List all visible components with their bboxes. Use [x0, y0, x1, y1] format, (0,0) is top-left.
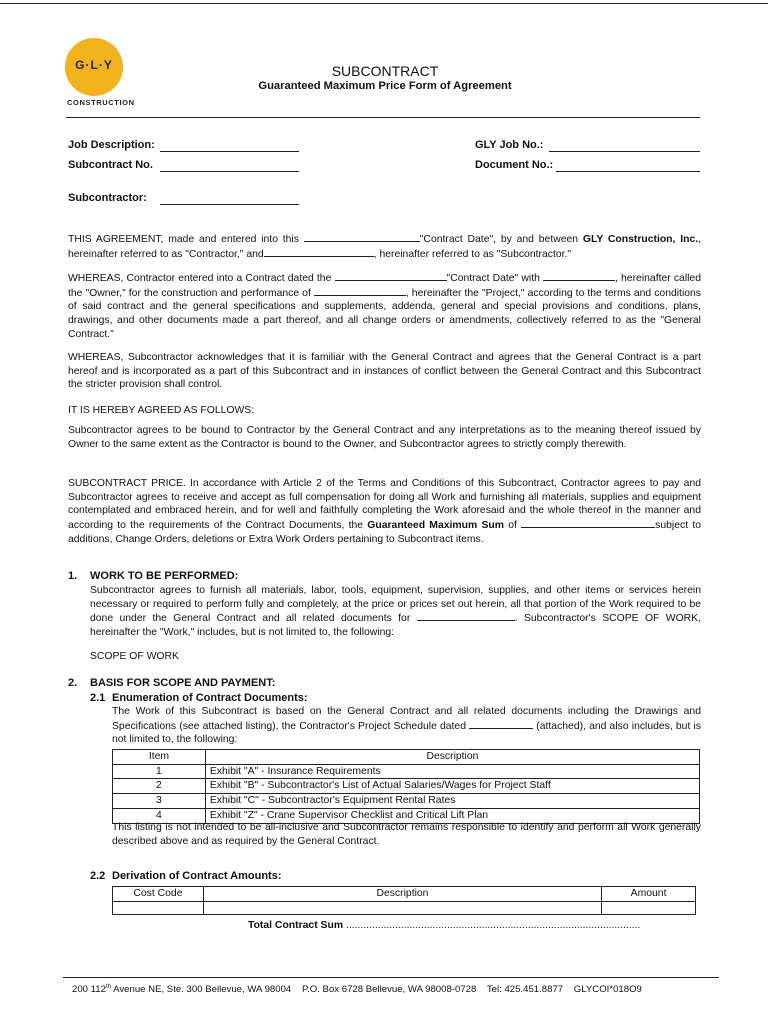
- whereas-contract-paragraph: [68, 271, 701, 342]
- agreement-text-5: , hereinafter referred to as "Subcontractor.": [373, 248, 572, 260]
- gly-job-no-label: GLY Job No.:: [475, 139, 544, 151]
- section-2-1-number: 2.1: [90, 692, 106, 704]
- work-description-blank[interactable]: [417, 611, 515, 621]
- item-number: 1: [113, 764, 206, 779]
- general-contract-date-blank[interactable]: [335, 271, 447, 281]
- table-row: [113, 794, 700, 809]
- whereas1-text-1: WHEREAS, Contractor entered into a Contract dated the: [68, 273, 332, 284]
- section-1-number: 1.: [68, 570, 78, 582]
- owner-name-blank[interactable]: [543, 271, 615, 281]
- footer-street-rest: Avenue NE, Ste. 300 Bellevue, WA 98004: [110, 984, 292, 996]
- column-header: Description: [203, 887, 601, 902]
- guaranteed-maximum-sum: Guaranteed Maximum Sum: [367, 520, 504, 532]
- top-rule: [0, 3, 768, 4]
- section-2-1-title: Enumeration of Contract Documents:: [112, 692, 308, 704]
- gly-job-no-field[interactable]: [549, 151, 700, 152]
- footer-street-suffix: th: [105, 984, 111, 990]
- item-number: 4: [113, 808, 206, 823]
- price-text-1: SUBCONTRACT PRICE. In accordance with Article 2 of the Terms and Conditions of this Subcontract, Contractor agrees to pay and Subcontractor agrees to receive and accept as full compensation for doing all Work and furnishing all materials, supplies and equipment contemplated and embraced herein, and for well and faithfully completing the Work aforesaid and the whole thereof in the manner and according to the requirements of the Contract Documents, the: [68, 478, 701, 532]
- agreement-text-1: THIS AGREEMENT, made and entered into this: [68, 234, 299, 245]
- column-header: Item: [113, 750, 206, 765]
- section-2-1-note: This listing is not intended to be all-inclusive and Subcontractor remains responsible to identify and perform all Work generally described above and as required by the General Contract.: [112, 822, 701, 847]
- schedule-date-blank[interactable]: [469, 719, 533, 729]
- section-1-heading: WORK TO BE PERFORMED:: [90, 570, 239, 582]
- column-header: Amount: [602, 887, 696, 902]
- company-name: GLY Construction, Inc.: [582, 234, 699, 245]
- footer-rule: [63, 977, 719, 978]
- section-2-1-paragraph: [112, 705, 701, 747]
- whereas1-text-2: "Contract Date" with: [446, 273, 540, 284]
- agreement-text-4: , hereinafter referred to as "Contractor," and: [68, 234, 702, 260]
- subcontractor-label: Subcontractor:: [68, 192, 147, 204]
- section-2-2-number: 2.2: [90, 870, 106, 882]
- table-header-row: [113, 750, 700, 765]
- item-description: Exhibit "A" - Insurance Requirements: [205, 764, 699, 779]
- footer-street-prefix: 200 112: [72, 984, 106, 996]
- contract-date-blank[interactable]: [304, 232, 420, 242]
- subcontract-no-label: Subcontract No.: [68, 159, 153, 171]
- table-row: [113, 901, 696, 914]
- agreement-text-2: "Contract Date", by and between: [419, 234, 579, 245]
- footer-address: [72, 984, 642, 997]
- logo-initials: G·L·Y: [75, 58, 113, 72]
- document-no-field[interactable]: [556, 171, 700, 172]
- item-description: Exhibit "B" - Subcontractor's List of Actual Salaries/Wages for Project Staff: [205, 779, 699, 794]
- subcontract-no-field[interactable]: [160, 171, 299, 172]
- contract-documents-table: [112, 749, 700, 824]
- bound-paragraph: Subcontractor agrees to be bound to Contractor by the General Contract and any interpretations as to the meaning thereof issued by Owner to the same extent as the Contractor is bound to the Owner, and Subcontractor agrees to strictly comply therewith.: [68, 425, 701, 450]
- item-number: 2: [113, 779, 206, 794]
- subcontractor-name-blank[interactable]: [264, 247, 374, 257]
- s21-text-1: The Work of this Subcontract is based on the General Contract and all related documents including the Drawings and Specifications (see attached listing), the Contractor's Project Schedule dated: [112, 706, 701, 732]
- document-no-label: Document No.:: [475, 159, 554, 171]
- column-header: Cost Code: [113, 887, 204, 902]
- footer-code: GLYCOI*018O9: [573, 984, 642, 996]
- scope-of-work-label: SCOPE OF WORK: [90, 651, 179, 662]
- section1-text-1: Subcontractor agrees to furnish all materials, labor, tools, equipment, supervision, supplies, and other items or services herein necessary or required to perform fully and completely, at the price or prices set out herein, all that portion of the Work required to be done under the General Contract and all related documents for: [90, 585, 701, 625]
- total-contract-sum-leader: ......................................................................................................: [345, 920, 641, 931]
- subcontractor-field[interactable]: [160, 204, 299, 205]
- amount-cell[interactable]: [602, 901, 696, 914]
- contract-amounts-table: [112, 886, 696, 915]
- whereas1-text-3: ,: [615, 273, 618, 284]
- job-description-field[interactable]: [160, 151, 299, 152]
- logo-subtitle: CONSTRUCTION: [67, 98, 135, 107]
- footer-phone: Tel: 425.451.8877: [486, 984, 564, 996]
- section-2-2-title: Derivation of Contract Amounts:: [112, 870, 282, 882]
- s21-text-2: (attached), and also includes, but is not limited to, the following:: [112, 720, 701, 746]
- whereas1-text-5: , hereinafter the "Project," according to the terms and conditions of said contract and the general specifications and supplements, addenda, general and special provisions and conditions, plans, drawings, and other documents made a part thereof, and all change orders or amendments, collectively referred to as the "General Contract.": [68, 287, 702, 340]
- column-header: Description: [205, 750, 699, 765]
- cost-code-cell[interactable]: [113, 901, 204, 914]
- document-subtitle: Guaranteed Maximum Price Form of Agreement: [258, 80, 512, 92]
- project-name-blank[interactable]: [314, 286, 406, 296]
- section-1-paragraph: [90, 584, 701, 640]
- section-2-number: 2.: [68, 677, 78, 689]
- price-text-2: of: [508, 520, 517, 532]
- table-row: [113, 779, 700, 794]
- section-2-heading: BASIS FOR SCOPE AND PAYMENT:: [90, 677, 276, 689]
- header-rule: [66, 117, 700, 118]
- footer-po-box: P.O. Box 6728 Bellevue, WA 98008-0728: [301, 984, 477, 996]
- job-description-label: Job Description:: [68, 139, 155, 151]
- total-contract-sum-label: Total Contract Sum: [248, 920, 344, 931]
- section1-text-2: . Subcontractor's SCOPE OF WORK, hereinafter the "Work," includes, but is not limited to, the following:: [90, 613, 701, 639]
- whereas1-text-4: hereinafter called the "Owner," for the construction and performance of: [68, 273, 701, 299]
- table-row: [113, 764, 700, 779]
- subcontract-price-paragraph: [68, 477, 701, 547]
- item-description: Exhibit "C" - Subcontractor's Equipment Rental Rates: [205, 794, 699, 809]
- table-header-row: [113, 887, 696, 902]
- price-text-3: subject to additions, Change Orders, deletions or Extra Work Orders pertaining to Subcontract items.: [68, 520, 701, 545]
- whereas-familiarity-paragraph: WHEREAS, Subcontractor acknowledges that it is familiar with the General Contract and agrees that the General Contract is a part hereof and is incorporated as a part of this Subcontract and in instances of conflict between the General Contract and this Subcontract the stricter provision shall control.: [68, 352, 701, 391]
- agreement-paragraph: [68, 232, 701, 261]
- price-amount-blank[interactable]: [521, 518, 655, 528]
- document-title: SUBCONTRACT: [331, 63, 439, 79]
- description-cell[interactable]: [203, 901, 601, 914]
- agreed-heading: IT IS HEREBY AGREED AS FOLLOWS:: [68, 405, 255, 416]
- item-description: Exhibit "Z" - Crane Supervisor Checklist and Critical Lift Plan: [205, 808, 699, 823]
- item-number: 3: [113, 794, 206, 809]
- total-contract-sum-row: [248, 919, 640, 933]
